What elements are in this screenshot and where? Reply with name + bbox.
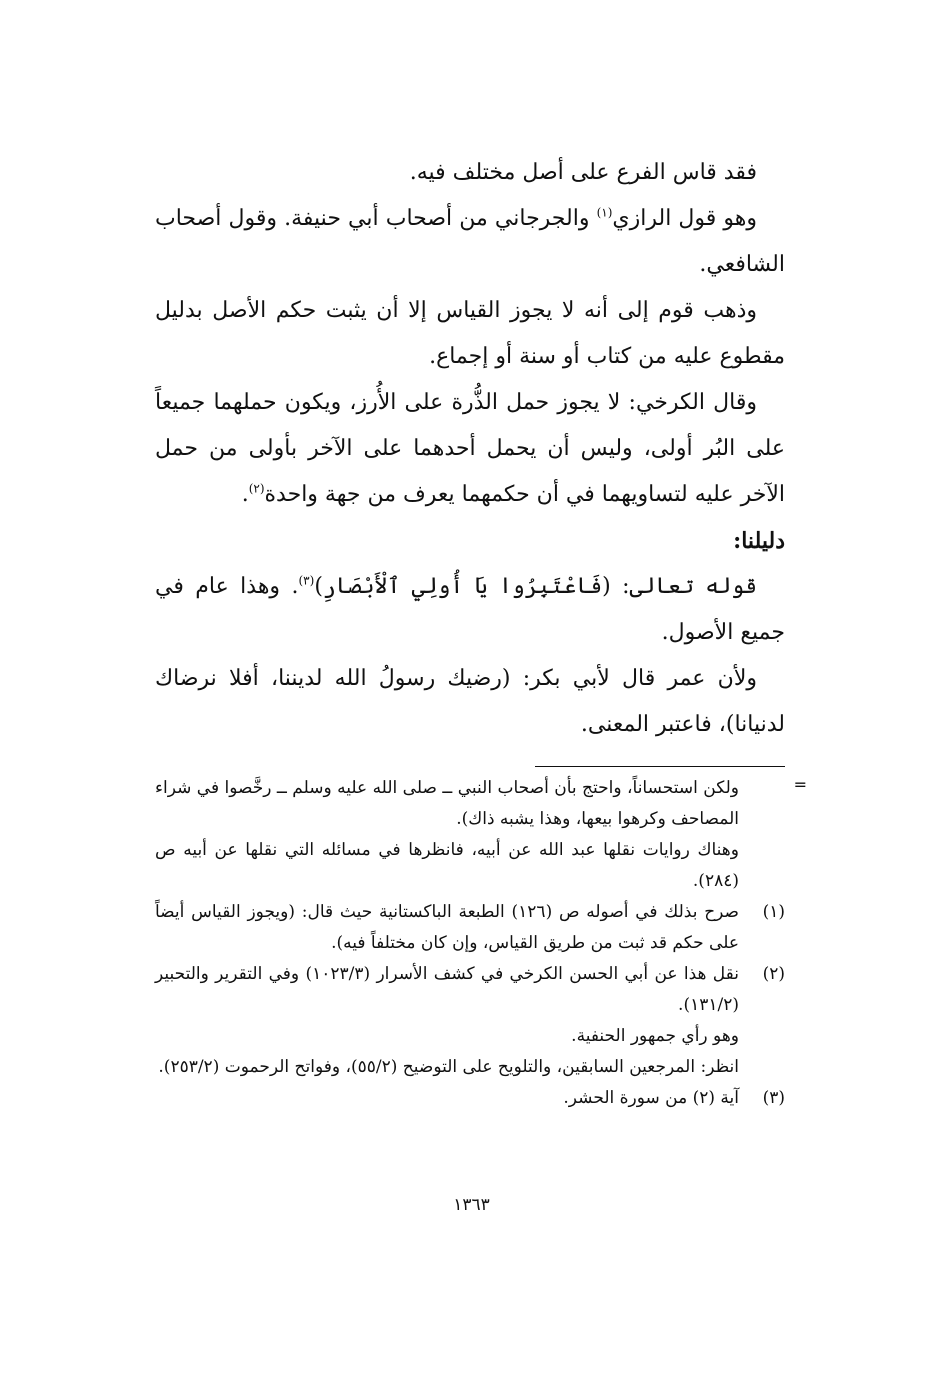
footnote-line: آية (٢) من سورة الحشر. — [563, 1088, 739, 1108]
paragraph-5 — [155, 564, 785, 656]
paragraph-4-end: . — [241, 482, 249, 507]
footnote-number: (٣) — [762, 1088, 785, 1108]
footnote-line: صرح بذلك في أصوله ص (١٢٦) الطبعة الباكستانية حيث قال: (ويجوز القياس أيضاً على حكم قد ثبت من طريق القياس، وإن كان مختلفاً فيه). — [155, 902, 739, 953]
page-body — [155, 150, 807, 1114]
paragraph-2-rest: والجرجاني من أصحاب أبي حنيفة. وقول أصحاب الشافعي. — [155, 206, 785, 277]
paragraph-6: ولأن عمر قال لأبي بكر: (رضيك رسولُ الله لديننا، أفلا نرضاك لدنيانا)، فاعتبر المعنى. — [155, 666, 785, 737]
footnote-number: (٢) — [762, 964, 785, 984]
paragraph-5-rest: . وهذا عام في جميع الأصول. — [155, 574, 785, 645]
main-text — [155, 150, 785, 748]
footnote-ref-2[interactable]: (٢) — [248, 481, 265, 496]
paragraph-1: فقد قاس الفرع على أصل مختلف فيه. — [409, 160, 757, 185]
footnote-ref-1[interactable]: (١) — [596, 205, 613, 220]
footnote-separator — [535, 766, 807, 794]
paragraph-2-start: وهو قول الرازي — [612, 206, 757, 231]
paragraph-4-text: وقال الكرخي: لا يجوز حمل الذُّرة على الأُرز، ويكون حملهما جميعاً على البُر أولى، وليس أن يحمل أحدهما على الآخر بأولى من حمل الآخر عليه لتساويهما في أن حكمهما يعرف من جهة واحدة — [155, 390, 785, 507]
footnote-3 — [155, 1083, 785, 1114]
paragraph-2 — [155, 196, 785, 288]
footnote-ref-3[interactable]: (٣) — [298, 573, 315, 588]
footnote-continuation — [155, 773, 785, 897]
section-heading: دليلنا: — [733, 528, 785, 554]
footnote-continuation-line: وهناك روايات نقلها عبد الله عن أبيه، فانظرها في مسائله التي نقلها عن أبيه ص (٢٨٤). — [155, 840, 739, 891]
footnote-number: (١) — [762, 902, 785, 922]
paragraph-5-start: قوله تعالى: (فَاعْتَبِرُوا يَا أُولِي ٱلْأَبْصَارِ) — [314, 574, 757, 599]
paragraph-3: وذهب قوم إلى أنه لا يجوز القياس إلا أن يثبت حكم الأصل بدليل مقطوع عليه من كتاب أو سنة أو إجماع. — [155, 298, 785, 369]
paragraph-4 — [155, 380, 785, 518]
footnote-line: وهو رأي جمهور الحنفية. — [571, 1026, 739, 1046]
footnote-2 — [155, 959, 785, 1083]
footnote-1 — [155, 897, 785, 959]
footnote-line: نقل هذا عن أبي الحسن الكرخي في كشف الأسرار (١٠٢٣/٣) وفي التقرير والتحبير (١٣١/٢). — [155, 964, 739, 1015]
footnotes — [155, 773, 785, 1114]
page-number: ١٣٦٣ — [453, 1195, 490, 1215]
footnote-line: انظر: المرجعين السابقين، والتلويح على التوضيح (٥٥/٢)، وفواتح الرحموت (٢٥٣/٢). — [158, 1057, 739, 1077]
footnote-continuation-line: ولكن استحساناً، واحتج بأن أصحاب النبي ــ صلى الله عليه وسلم ــ رخَّصوا في شراء المصاحف وكرهوا بيعها، وهذا يشبه ذاك). — [155, 778, 739, 829]
continuation-mark: = — [793, 775, 807, 794]
